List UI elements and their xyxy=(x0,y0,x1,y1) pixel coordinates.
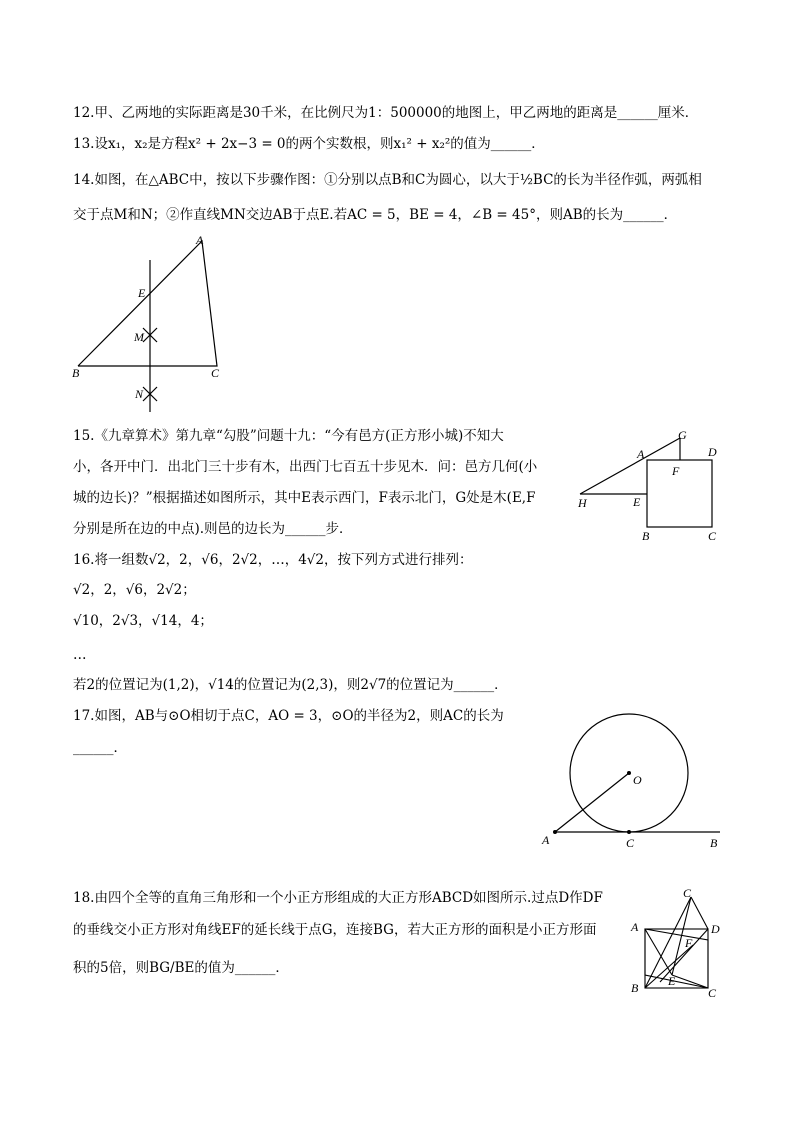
label-b: B xyxy=(710,836,718,850)
question-16-line-4: … xyxy=(73,647,87,663)
label-a: A xyxy=(542,833,550,847)
question-18-line-2: 的垂线交小正方形对角线EF的延长线于点G，连接BG，若大正方形的面积是小正方形面 xyxy=(73,922,597,938)
question-16-line-3: √10，2√3，√14，4； xyxy=(73,613,213,629)
question-13: 13.设x₁，x₂是方程x² + 2x−3 = 0的两个实数根，则x₁² + x₂²的值为______． xyxy=(73,136,545,152)
question-16-line-2: √2，2，√6，2√2； xyxy=(73,582,196,598)
question-14-line-1: 14.如图，在△ABC中，按以下步骤作图：①分别以点B和C为圆心，以大于½BC的长为半径作弧，两弧相 xyxy=(73,172,702,188)
question-17-line-2: ______． xyxy=(73,740,127,756)
label-d: D xyxy=(711,922,720,936)
label-c-top: C xyxy=(683,886,692,900)
label-b: B xyxy=(642,529,650,543)
figure-18-squares xyxy=(625,885,735,1003)
label-m: M xyxy=(134,330,144,344)
question-14-line-2: 交于点M和N；②作直线MN交边AB于点E.若AC = 5，BE = 4，∠B = 45°，则AB的长为______． xyxy=(73,207,678,223)
label-f: F xyxy=(685,936,693,950)
label-c: C xyxy=(211,366,220,380)
line-h-g xyxy=(580,438,680,494)
point-c xyxy=(627,830,631,834)
point-a xyxy=(553,830,557,834)
question-15-line-1: 15.《九章算术》第九章“勾股”问题十九：“今有邑方(正方形小城)不知大 xyxy=(73,428,504,444)
question-17-line-1: 17.如图，AB与⊙O相切于点C，AO = 3，⊙O的半径为2，则AC的长为 xyxy=(73,708,504,724)
question-15-line-4: 分别是所在边的中点).则邑的边长为______步． xyxy=(73,521,353,537)
label-e: E xyxy=(633,495,641,509)
line-d-g xyxy=(691,897,708,929)
figure-14-triangle xyxy=(65,230,235,420)
label-c: C xyxy=(708,986,717,1000)
question-16-line-5: 若2的位置记为(1,2)，√14的位置记为(2,3)，则2√7的位置记为______． xyxy=(73,677,508,693)
line-ao xyxy=(555,773,629,832)
label-e: E xyxy=(668,974,676,988)
label-a: A xyxy=(196,233,204,247)
question-15-line-3: 城的边长)？”根据描述如图所示，其中E表示西门，F表示北门，G处是木(E,F xyxy=(73,490,536,506)
label-n: N xyxy=(135,387,144,401)
label-a: A xyxy=(637,447,645,461)
label-f: F xyxy=(672,464,680,478)
label-d: D xyxy=(708,445,717,459)
label-a: A xyxy=(631,920,639,934)
label-b: B xyxy=(631,981,639,995)
label-b: B xyxy=(72,366,80,380)
question-18-line-3: 积的5倍，则BG/BE的值为______． xyxy=(73,960,289,976)
question-15-line-2: 小，各开中门．出北门三十步有木，出西门七百五十步见木．问：邑方几何(小 xyxy=(73,459,538,475)
question-18-line-1: 18.由四个全等的直角三角形和一个小正方形组成的大正方形ABCD如图所示.过点D作DF xyxy=(73,890,603,906)
question-12: 12.甲、乙两地的实际距离是30千米，在比例尺为1：500000的地图上，甲乙两地的距离是______厘米． xyxy=(73,105,699,121)
figure-17-circle xyxy=(535,705,725,860)
label-o: O xyxy=(633,773,642,787)
label-h: H xyxy=(578,496,587,510)
question-16-line-1: 16.将一组数√2，2，√6，2√2，…，4√2，按下列方式进行排列： xyxy=(73,552,473,568)
label-e: E xyxy=(138,286,146,300)
label-c: C xyxy=(708,529,717,543)
label-g: G xyxy=(678,428,687,442)
label-c: C xyxy=(626,836,635,850)
triangle-abc xyxy=(78,241,217,366)
line-a-e xyxy=(645,929,672,975)
figure-15-city xyxy=(570,425,730,547)
square-city xyxy=(647,460,712,527)
point-o xyxy=(627,771,631,775)
